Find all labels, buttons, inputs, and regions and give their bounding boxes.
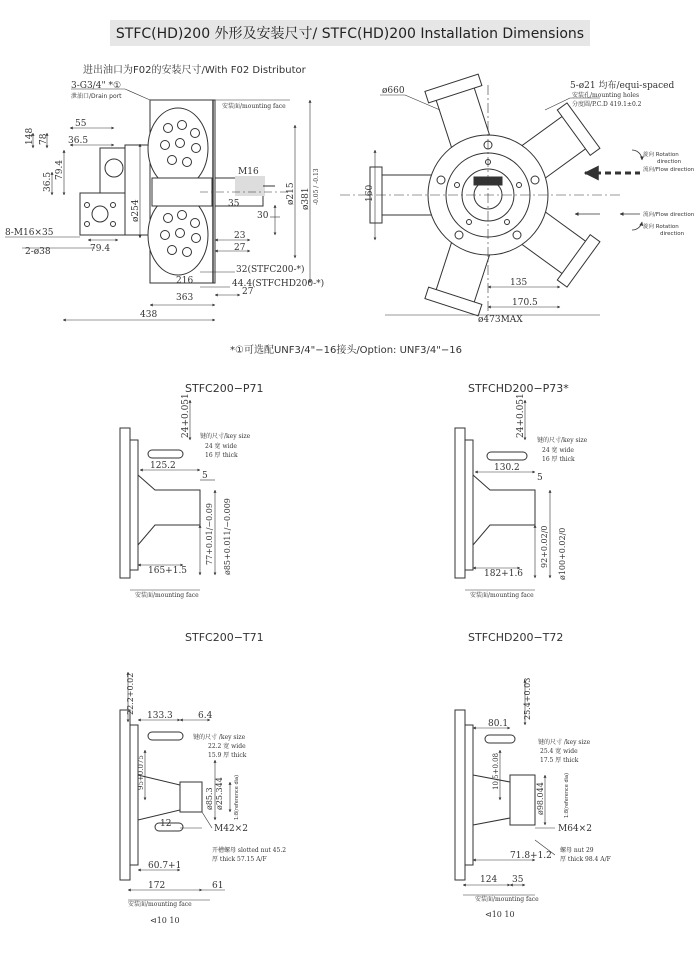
dim-215: ø215 xyxy=(286,182,296,205)
panel-p73 xyxy=(455,382,588,599)
svg-text:键的尺寸/key size: 键的尺寸/key size xyxy=(200,433,251,440)
panel-title-p71: STFC200−P71 xyxy=(185,382,264,395)
dim-438: 438 xyxy=(140,310,158,320)
svg-text:10.5+0.08: 10.5+0.08 xyxy=(492,752,500,790)
svg-text:95+0.075: 95+0.075 xyxy=(137,755,145,790)
svg-text:1:8(reference dia): 1:8(reference dia) xyxy=(564,772,570,818)
svg-text:12: 12 xyxy=(160,819,172,829)
svg-text:5: 5 xyxy=(537,473,543,483)
shaft-hatch xyxy=(235,176,265,196)
svg-text:5: 5 xyxy=(202,471,208,481)
svg-text:124: 124 xyxy=(480,875,498,885)
svg-text:17.5 厚 thick: 17.5 厚 thick xyxy=(540,757,579,764)
dim-35: 35 xyxy=(228,199,240,209)
mounting-face-main: 安装面/mounting face xyxy=(222,103,286,110)
svg-text:螺母 nut 29: 螺母 nut 29 xyxy=(560,847,594,854)
nut-t71 xyxy=(180,782,202,812)
svg-text:35: 35 xyxy=(512,875,524,885)
svg-text:ø85+0.011/−0.009: ø85+0.011/−0.009 xyxy=(223,498,232,575)
option-note: *①可选配UNF3/4"−16接头/Option: UNF3/4"−16 xyxy=(230,345,462,356)
cylinder-upper xyxy=(148,108,208,188)
svg-text:16 厚 thick: 16 厚 thick xyxy=(542,456,575,463)
svg-text:M42×2: M42×2 xyxy=(214,824,248,834)
key-p71 xyxy=(148,450,183,458)
svg-text:键的尺寸 /key size: 键的尺寸 /key size xyxy=(538,739,591,746)
svg-text:22.2 宽 wide: 22.2 宽 wide xyxy=(208,743,246,750)
svg-text:182+1.6: 182+1.6 xyxy=(484,569,524,579)
svg-text:旋向 Rotation: 旋向 Rotation xyxy=(643,224,679,230)
svg-text:direction: direction xyxy=(660,231,685,237)
svg-text:125.2: 125.2 xyxy=(150,461,176,471)
svg-text:ø100+0.02/0: ø100+0.02/0 xyxy=(558,527,567,580)
svg-text:77+0.01/−0.09: 77+0.01/−0.09 xyxy=(205,503,214,565)
panel-title-t71: STFC200−T71 xyxy=(185,631,264,644)
svg-text:24 宽 wide: 24 宽 wide xyxy=(542,447,574,454)
dim-2-38: 2-ø38 xyxy=(25,247,51,257)
svg-text:15.9 厚 thick: 15.9 厚 thick xyxy=(208,752,247,759)
dim-216: 216 xyxy=(176,276,194,286)
dim-32: 32(STFC200-*) xyxy=(236,265,305,275)
svg-text:M64×2: M64×2 xyxy=(558,824,592,834)
front-view xyxy=(5,63,324,320)
svg-text:键的尺寸/key size: 键的尺寸/key size xyxy=(537,437,588,444)
svg-text:ø98.044: ø98.044 xyxy=(536,782,545,815)
svg-text:⊲10 10: ⊲10 10 xyxy=(485,910,515,919)
dim-23: 23 xyxy=(234,231,246,241)
dim-30: 30 xyxy=(257,211,269,221)
svg-text:direction: direction xyxy=(657,159,682,165)
holes-sub: 安装孔/mounting holes xyxy=(572,92,640,99)
dim-660: ø660 xyxy=(382,86,405,96)
dim-79-4-h: 79.4 xyxy=(90,244,111,254)
distributor-flange xyxy=(80,193,125,235)
dim-m16: M16 xyxy=(238,167,259,177)
svg-text:24+0.051: 24+0.051 xyxy=(181,393,191,438)
svg-text:6.4: 6.4 xyxy=(198,711,213,721)
svg-text:60.7+1: 60.7+1 xyxy=(148,861,182,871)
holes-pcd: 分度圆/P.C.D 419.1±0.2 xyxy=(572,101,642,108)
panel-title-t72: STFCHD200−T72 xyxy=(468,631,564,644)
svg-text:22.2+0.02: 22.2+0.02 xyxy=(126,672,135,715)
dim-78: 78 xyxy=(39,133,49,145)
dim-363: 363 xyxy=(176,293,194,303)
dim-79-4-v: 79.4 xyxy=(55,159,65,180)
svg-text:16 厚 thick: 16 厚 thick xyxy=(205,452,238,459)
dim-27-a: 27 xyxy=(234,243,246,253)
rotation-arrow-1 xyxy=(632,150,642,160)
side-view xyxy=(340,74,695,325)
svg-text:25.4 宽 wide: 25.4 宽 wide xyxy=(540,748,578,755)
dim-55: 55 xyxy=(75,119,87,129)
dim-36-5-v: 36.5 xyxy=(43,171,53,192)
svg-text:流向/Flow direction: 流向/Flow direction xyxy=(643,212,695,218)
svg-text:61: 61 xyxy=(212,881,224,891)
panel-title-p73: STFCHD200−P73* xyxy=(468,382,569,395)
svg-text:安装面/mounting face: 安装面/mounting face xyxy=(128,901,192,908)
svg-text:厚 thick 98.4 A/F: 厚 thick 98.4 A/F xyxy=(560,856,611,863)
svg-text:80.1: 80.1 xyxy=(488,719,509,729)
svg-text:安装面/mounting face: 安装面/mounting face xyxy=(475,896,539,903)
svg-text:ø25.344: ø25.344 xyxy=(215,777,224,810)
nut-t72 xyxy=(510,775,535,825)
dim-160: 160 xyxy=(365,184,375,202)
svg-text:24 宽 wide: 24 宽 wide xyxy=(205,443,237,450)
page-title: STFC(HD)200 外形及安装尺寸/ STFC(HD)200 Installation Dimensions xyxy=(115,26,585,42)
svg-text:25.4+0.03: 25.4+0.03 xyxy=(523,677,532,720)
dim-44-4: 44.4(STFCHD200-*) xyxy=(232,279,325,289)
dim-148: 148 xyxy=(25,127,35,145)
svg-text:172: 172 xyxy=(148,881,166,891)
svg-text:92+0.02/0: 92+0.02/0 xyxy=(540,525,549,568)
svg-text:键的尺寸 /key size: 键的尺寸 /key size xyxy=(193,734,246,741)
panel-t71 xyxy=(120,631,286,925)
dim-381-tol: -0.05 / -0.13 xyxy=(313,168,320,205)
svg-text:厚 thick 57.15 A/F: 厚 thick 57.15 A/F xyxy=(212,856,267,863)
svg-text:71.8+1.2: 71.8+1.2 xyxy=(510,851,552,861)
svg-text:165+1.5: 165+1.5 xyxy=(148,566,188,576)
drain-port-sub: 泄油口/Drain port xyxy=(71,93,122,100)
panel-t72 xyxy=(455,631,611,919)
svg-text:24+0.051: 24+0.051 xyxy=(516,393,526,438)
panel-p71 xyxy=(120,382,264,599)
dim-473: ø473MAX xyxy=(478,315,523,325)
svg-text:旋向 Rotation: 旋向 Rotation xyxy=(643,152,679,158)
dim-36-5: 36.5 xyxy=(68,136,89,146)
key-p73 xyxy=(487,452,527,460)
distributor-note: 进出油口为F02的安装尺寸/With F02 Distributor xyxy=(83,65,306,76)
dim-27-b: 27 xyxy=(242,287,254,297)
drain-port-label: 3-G3/4" *① xyxy=(71,81,122,91)
svg-text:⊲10 10: ⊲10 10 xyxy=(150,916,180,925)
rotation-arrow-2 xyxy=(632,222,642,230)
holes-label: 5-ø21 均布/equi-spaced xyxy=(570,81,675,91)
svg-text:开槽螺母 slotted nut 45.2: 开槽螺母 slotted nut 45.2 xyxy=(212,847,287,854)
dim-254: ø254 xyxy=(131,199,141,222)
svg-text:130.2: 130.2 xyxy=(494,463,520,473)
svg-text:流向/Flow direction: 流向/Flow direction xyxy=(643,167,695,173)
dim-381: ø381 xyxy=(301,187,311,210)
svg-text:ø85.3: ø85.3 xyxy=(205,787,214,810)
svg-text:安装面/mounting face: 安装面/mounting face xyxy=(135,592,199,599)
dim-m16x35: 8-M16×35 xyxy=(5,228,54,238)
svg-text:1:8(reference dia): 1:8(reference dia) xyxy=(234,774,240,820)
svg-text:安装面/mounting face: 安装面/mounting face xyxy=(470,592,534,599)
dim-135: 135 xyxy=(510,278,528,288)
dim-170-5: 170.5 xyxy=(512,298,538,308)
svg-text:133.3: 133.3 xyxy=(147,711,173,721)
